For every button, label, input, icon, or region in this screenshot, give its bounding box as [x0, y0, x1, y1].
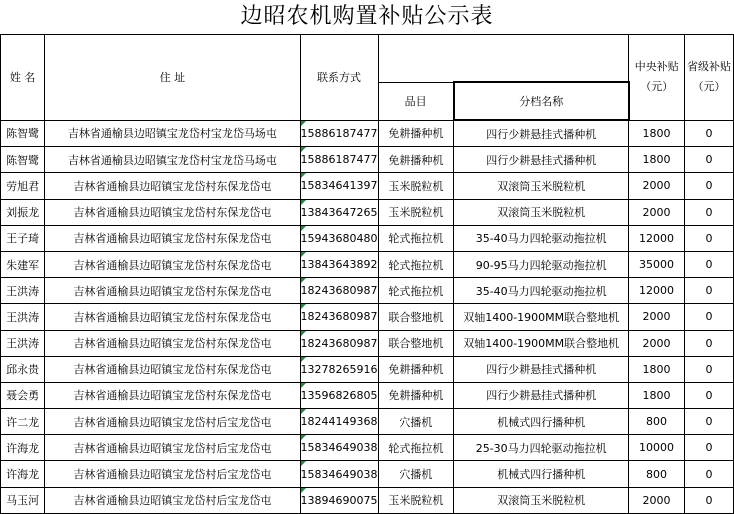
- cell-item: 穴播机: [378, 461, 454, 487]
- cell-contact: 15943680480: [300, 225, 378, 251]
- cell-central: 2000: [629, 199, 685, 225]
- cell-address: 吉林省通榆县边昭镇宝龙岱村东保龙岱屯: [45, 199, 300, 225]
- cell-central: 1800: [629, 120, 685, 147]
- cell-name: 许海龙: [1, 461, 45, 487]
- cell-name: 聂会勇: [1, 382, 45, 408]
- cell-item: 玉米脱粒机: [378, 199, 454, 225]
- cell-model: 90-95马力四轮驱动拖拉机: [454, 251, 629, 277]
- table-row: [1, 120, 734, 147]
- cell-contact: 15886187477: [300, 147, 378, 173]
- cell-model: 四行少耕悬挂式播种机: [454, 120, 629, 147]
- cell-item: 玉米脱粒机: [378, 487, 454, 513]
- cell-model: 机械式四行播种机: [454, 409, 629, 435]
- cell-address: 吉林省通榆县边昭镇宝龙岱村东保龙岱屯: [45, 251, 300, 277]
- cell-address: 吉林省通榆县边昭镇宝龙岱村东保龙岱屯: [45, 225, 300, 251]
- cell-model: 35-40马力四轮驱动拖拉机: [454, 225, 629, 251]
- cell-address: 吉林省通榆县边昭镇宝龙岱村后宝龙岱屯: [45, 435, 300, 461]
- cell-provincial: 0: [684, 120, 733, 147]
- table-row: [1, 278, 734, 304]
- cell-provincial: 0: [684, 461, 733, 487]
- cell-provincial: 0: [684, 382, 733, 408]
- cell-model: 四行少耕悬挂式播种机: [454, 356, 629, 382]
- cell-contact: 13596826805: [300, 382, 378, 408]
- cell-central: 1800: [629, 147, 685, 173]
- cell-address: 吉林省通榆县边昭镇宝龙岱村东保龙岱屯: [45, 304, 300, 330]
- cell-provincial: 0: [684, 199, 733, 225]
- cell-central: 10000: [629, 435, 685, 461]
- table-row: [1, 461, 734, 487]
- cell-central: 35000: [629, 251, 685, 277]
- cell-contact: 15834641397: [300, 173, 378, 199]
- cell-item: 联合整地机: [378, 304, 454, 330]
- cell-contact: 18243680987: [300, 278, 378, 304]
- cell-central: 2000: [629, 304, 685, 330]
- cell-name: 劳旭君: [1, 173, 45, 199]
- table-row: [1, 147, 734, 173]
- cell-model: 双滚筒玉米脱粒机: [454, 173, 629, 199]
- cell-contact: 18243680987: [300, 304, 378, 330]
- cell-central: 1800: [629, 356, 685, 382]
- cell-model: 机械式四行播种机: [454, 461, 629, 487]
- table-row: [1, 225, 734, 251]
- cell-item: 轮式拖拉机: [378, 251, 454, 277]
- header-contact: 联系方式: [300, 35, 378, 121]
- table-row: [1, 382, 734, 408]
- cell-contact: 18244149368: [300, 409, 378, 435]
- header-name: 姓 名: [1, 35, 45, 121]
- cell-name: 刘振龙: [1, 199, 45, 225]
- cell-provincial: 0: [684, 330, 733, 356]
- cell-name: 王洪涛: [1, 330, 45, 356]
- cell-item: 轮式拖拉机: [378, 435, 454, 461]
- cell-model: 双轴1400-1900MM联合整地机: [454, 304, 629, 330]
- cell-name: 王洪涛: [1, 304, 45, 330]
- table-row: [1, 199, 734, 225]
- header-provincial: 省级补贴（元）: [684, 35, 733, 121]
- cell-name: 马玉河: [1, 487, 45, 513]
- cell-contact: 13278265916: [300, 356, 378, 382]
- cell-address: 吉林省通榆县边昭镇宝龙岱村后宝龙岱屯: [45, 409, 300, 435]
- cell-item: 免耕播种机: [378, 356, 454, 382]
- header-blank: [378, 35, 629, 83]
- cell-item: 轮式拖拉机: [378, 278, 454, 304]
- page-title: 边昭农机购置补贴公示表: [240, 4, 494, 29]
- cell-item: 玉米脱粒机: [378, 173, 454, 199]
- cell-model: 25-30马力四轮驱动拖拉机: [454, 435, 629, 461]
- cell-provincial: 0: [684, 225, 733, 251]
- cell-provincial: 0: [684, 435, 733, 461]
- cell-contact: 13843647265: [300, 199, 378, 225]
- cell-central: 12000: [629, 278, 685, 304]
- cell-provincial: 0: [684, 278, 733, 304]
- cell-name: 许海龙: [1, 435, 45, 461]
- cell-item: 轮式拖拉机: [378, 225, 454, 251]
- table-row: [1, 173, 734, 199]
- cell-name: 陈智鹭: [1, 120, 45, 147]
- cell-provincial: 0: [684, 173, 733, 199]
- table-row: [1, 409, 734, 435]
- subsidy-table: [0, 34, 734, 514]
- cell-address: 吉林省通榆县边昭镇宝龙岱村东保龙岱屯: [45, 330, 300, 356]
- header-address: 住 址: [45, 35, 300, 121]
- cell-item: 穴播机: [378, 409, 454, 435]
- cell-item: 免耕播种机: [378, 147, 454, 173]
- header-central: 中央补贴（元）: [629, 35, 685, 121]
- cell-contact: 18243680987: [300, 330, 378, 356]
- cell-provincial: 0: [684, 147, 733, 173]
- cell-central: 800: [629, 461, 685, 487]
- header-model[interactable]: 分档名称: [454, 82, 629, 120]
- cell-address: 吉林省通榆县边昭镇宝龙岱村宝龙岱马场屯: [45, 120, 300, 147]
- cell-model: 双滚筒玉米脱粒机: [454, 487, 629, 513]
- cell-provincial: 0: [684, 304, 733, 330]
- cell-contact: 15834649038: [300, 435, 378, 461]
- cell-name: 王子琦: [1, 225, 45, 251]
- header-item: 品目: [378, 82, 454, 120]
- cell-provincial: 0: [684, 409, 733, 435]
- cell-central: 800: [629, 409, 685, 435]
- table-row: [1, 304, 734, 330]
- cell-central: 2000: [629, 330, 685, 356]
- table-row: [1, 356, 734, 382]
- cell-provincial: 0: [684, 356, 733, 382]
- cell-address: 吉林省通榆县边昭镇宝龙岱村东保龙岱屯: [45, 278, 300, 304]
- cell-item: 免耕播种机: [378, 382, 454, 408]
- cell-contact: 13843643892: [300, 251, 378, 277]
- cell-name: 朱建军: [1, 251, 45, 277]
- cell-central: 12000: [629, 225, 685, 251]
- table-row: [1, 487, 734, 513]
- cell-contact: 13894690075: [300, 487, 378, 513]
- cell-central: 1800: [629, 382, 685, 408]
- cell-address: 吉林省通榆县边昭镇宝龙岱村宝龙岱马场屯: [45, 147, 300, 173]
- table-row: [1, 251, 734, 277]
- cell-address: 吉林省通榆县边昭镇宝龙岱村东保龙岱屯: [45, 382, 300, 408]
- cell-address: 吉林省通榆县边昭镇宝龙岱村东保龙岱屯: [45, 356, 300, 382]
- cell-item: 免耕播种机: [378, 120, 454, 147]
- cell-model: 双轴1400-1900MM联合整地机: [454, 330, 629, 356]
- cell-provincial: 0: [684, 251, 733, 277]
- cell-item: 联合整地机: [378, 330, 454, 356]
- cell-address: 吉林省通榆县边昭镇宝龙岱村后宝龙岱屯: [45, 461, 300, 487]
- cell-name: 王洪涛: [1, 278, 45, 304]
- cell-model: 35-40马力四轮驱动拖拉机: [454, 278, 629, 304]
- cell-central: 2000: [629, 173, 685, 199]
- cell-provincial: 0: [684, 487, 733, 513]
- cell-model: 四行少耕悬挂式播种机: [454, 147, 629, 173]
- cell-contact: 15834649038: [300, 461, 378, 487]
- cell-name: 陈智鹭: [1, 147, 45, 173]
- table-row: [1, 330, 734, 356]
- cell-contact: 15886187477: [300, 120, 378, 147]
- cell-address: 吉林省通榆县边昭镇宝龙岱村东保龙岱屯: [45, 173, 300, 199]
- cell-name: 许二龙: [1, 409, 45, 435]
- table-row: [1, 435, 734, 461]
- cell-address: 吉林省通榆县边昭镇宝龙岱村后宝龙岱屯: [45, 487, 300, 513]
- cell-name: 邱永贵: [1, 356, 45, 382]
- cell-model: 四行少耕悬挂式播种机: [454, 382, 629, 408]
- cell-central: 2000: [629, 487, 685, 513]
- cell-model: 双滚筒玉米脱粒机: [454, 199, 629, 225]
